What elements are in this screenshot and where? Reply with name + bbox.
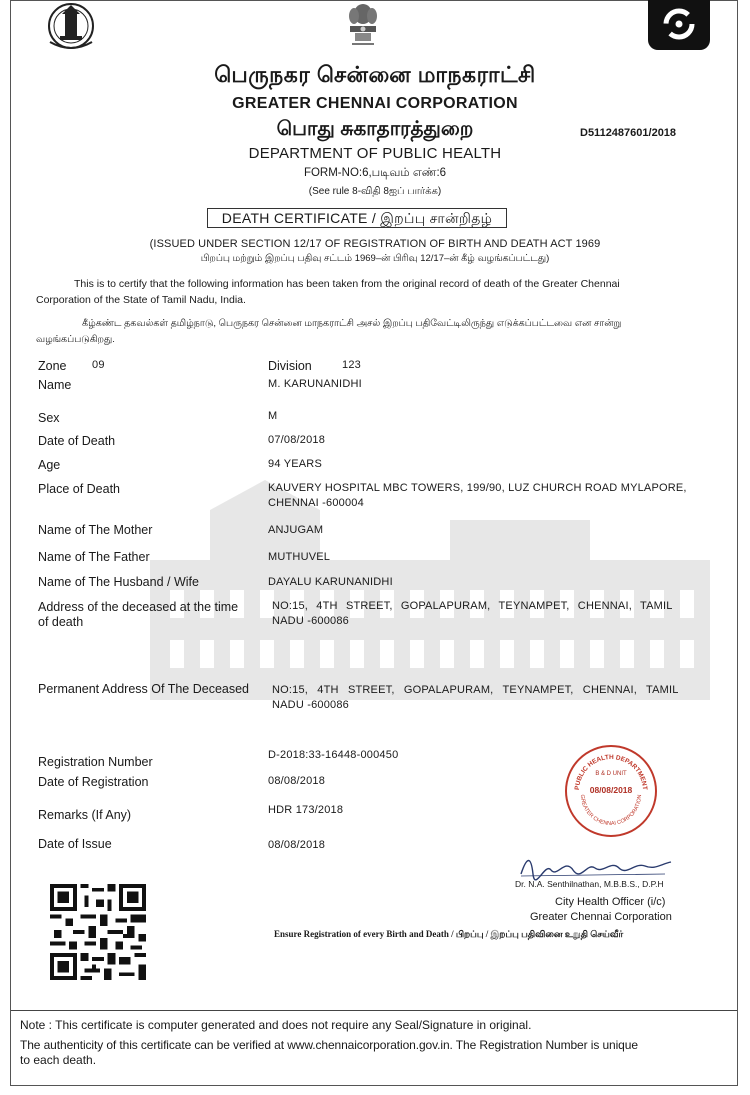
signatory-title: City Health Officer (i/c) xyxy=(555,896,666,908)
note-authenticity: The authenticity of this certificate can be verified at www.chennaicorporation.gov.in. The Registration Number is unique xyxy=(20,1038,638,1052)
date-of-issue-label: Date of Issue xyxy=(38,837,112,851)
registration-date-value: 08/08/2018 xyxy=(268,775,326,787)
place-of-death-label: Place of Death xyxy=(38,482,120,496)
issued-under-english: (ISSUED UNDER SECTION 12/17 OF REGISTRATION OF BIRTH AND DEATH ACT 1969 xyxy=(149,238,601,250)
division-value: 123 xyxy=(342,359,361,371)
permanent-address-value-1: NO:15, 4TH STREET, GOPALAPURAM, TEYNAMPET, CHENNAI, TAMIL xyxy=(272,684,679,696)
mother-name-label: Name of The Mother xyxy=(38,523,153,537)
sex-value: M xyxy=(268,410,278,422)
refresh-icon xyxy=(648,0,710,50)
signatory-name: Dr. N.A. Senthilnathan, M.B.B.S., D.P.H xyxy=(515,879,664,889)
issued-under-tamil: பிறப்பு மற்றும் இறப்பு பதிவு சட்டம் 1969–ன் பிரிவு 12/17–ன் கீழ் வழங்கப்பட்டது) xyxy=(200,253,550,264)
address-at-death-label-1: Address of the deceased at the time xyxy=(38,600,239,614)
date-of-death-label: Date of Death xyxy=(38,434,116,448)
department-seal xyxy=(565,745,657,837)
certificate-number: D5112487601/2018 xyxy=(580,127,677,139)
name-label: Name xyxy=(38,378,72,392)
department-tamil: பொது சுகாதாரத்துறை xyxy=(276,118,474,140)
permanent-address-label: Permanent Address Of The Deceased xyxy=(38,682,249,696)
signature-icon xyxy=(515,852,675,882)
sex-label: Sex xyxy=(38,411,60,425)
svg-text:GREATER CHENNAI CORPORATION xyxy=(579,794,643,827)
address-at-death-label-2: of death xyxy=(38,615,84,629)
signatory-organisation: Greater Chennai Corporation xyxy=(530,911,672,923)
registration-number-label: Registration Number xyxy=(38,755,153,769)
tamil-nadu-emblem-icon xyxy=(40,2,102,52)
father-name-value: MUTHUVEL xyxy=(268,551,331,563)
note-unique: to each death. xyxy=(20,1053,97,1067)
registration-number-value: D-2018:33-16448-000450 xyxy=(268,749,399,761)
age-value: 94 YEARS xyxy=(268,458,322,470)
age-label: Age xyxy=(38,458,61,472)
permanent-address-value-2: NADU -600086 xyxy=(272,699,349,711)
note-computer-generated: Note : This certificate is computer generated and does not require any Seal/Signature in original. xyxy=(20,1018,532,1032)
building-watermark xyxy=(150,480,710,700)
date-of-death-value: 07/08/2018 xyxy=(268,434,326,446)
certify-text-english-1: This is to certify that the following information has been taken from the original record of death of the Greater Chennai xyxy=(74,278,620,290)
title-english: GREATER CHENNAI CORPORATION xyxy=(232,95,518,112)
seal-bottom-text: GREATER CHENNAI CORPORATION xyxy=(578,794,644,828)
spouse-name-label: Name of The Husband / Wife xyxy=(38,575,199,589)
title-tamil: பெருநகர சென்னை மாநகராட்சி xyxy=(214,62,536,87)
zone-value: 09 xyxy=(92,359,105,371)
seal-date: 08/08/2018 xyxy=(589,785,633,795)
ashoka-emblem-icon xyxy=(343,0,383,48)
seal-unit: B & D UNIT xyxy=(595,771,627,777)
remarks-label: Remarks (If Any) xyxy=(38,808,132,822)
division-label: Division xyxy=(268,359,312,373)
name-value: M. KARUNANIDHI xyxy=(268,378,362,390)
place-of-death-value-2: CHENNAI -600004 xyxy=(268,497,364,509)
form-number: FORM-NO:6,படிவம் எண்:6 xyxy=(303,167,447,179)
ensure-registration-text: Ensure Registration of every Birth and Death / பிறப்பு / இறப்பு பதிவினை உறுதி செய்வீர் xyxy=(274,929,624,939)
remarks-value: HDR 173/2018 xyxy=(268,804,344,816)
zone-label: Zone xyxy=(38,359,67,373)
father-name-label: Name of The Father xyxy=(38,550,150,564)
rule-reference: (See rule 8-விதி 8ஐப் பார்க்க) xyxy=(308,186,442,197)
department-english: DEPARTMENT OF PUBLIC HEALTH xyxy=(248,145,502,162)
certify-text-tamil-2: வழங்கப்படுகிறது. xyxy=(36,334,115,345)
certificate-title: DEATH CERTIFICATE / இறப்பு சான்றிதழ் xyxy=(207,208,507,228)
app-overlay-icon[interactable] xyxy=(648,0,710,50)
qr-code-icon[interactable] xyxy=(50,884,146,980)
mother-name-value: ANJUGAM xyxy=(268,524,324,536)
place-of-death-value-1: KAUVERY HOSPITAL MBC TOWERS, 199/90, LUZ CHURCH ROAD MYLAPORE, xyxy=(268,482,687,494)
certify-text-tamil-1: கீழ்கண்ட தகவல்கள் தமிழ்நாடு, பெருநகர சென்னை மாநகராட்சி அசல் இறப்பு பதிவேட்டிலிருந்து எடுக்கப்பட்டவை என சான்று xyxy=(82,318,622,329)
certify-text-english-2: Corporation of the State of Tamil Nadu, India. xyxy=(36,294,246,306)
date-of-issue-value: 08/08/2018 xyxy=(268,839,326,851)
address-at-death-value-1: NO:15, 4TH STREET, GOPALAPURAM, TEYNAMPET, CHENNAI, TAMIL xyxy=(272,600,673,612)
seal-top-text: PUBLIC HEALTH DEPARTMENT xyxy=(573,753,649,791)
registration-date-label: Date of Registration xyxy=(38,775,149,789)
footer-divider xyxy=(11,1010,737,1011)
address-at-death-value-2: NADU -600086 xyxy=(272,615,349,627)
spouse-name-value: DAYALU KARUNANIDHI xyxy=(268,576,393,588)
